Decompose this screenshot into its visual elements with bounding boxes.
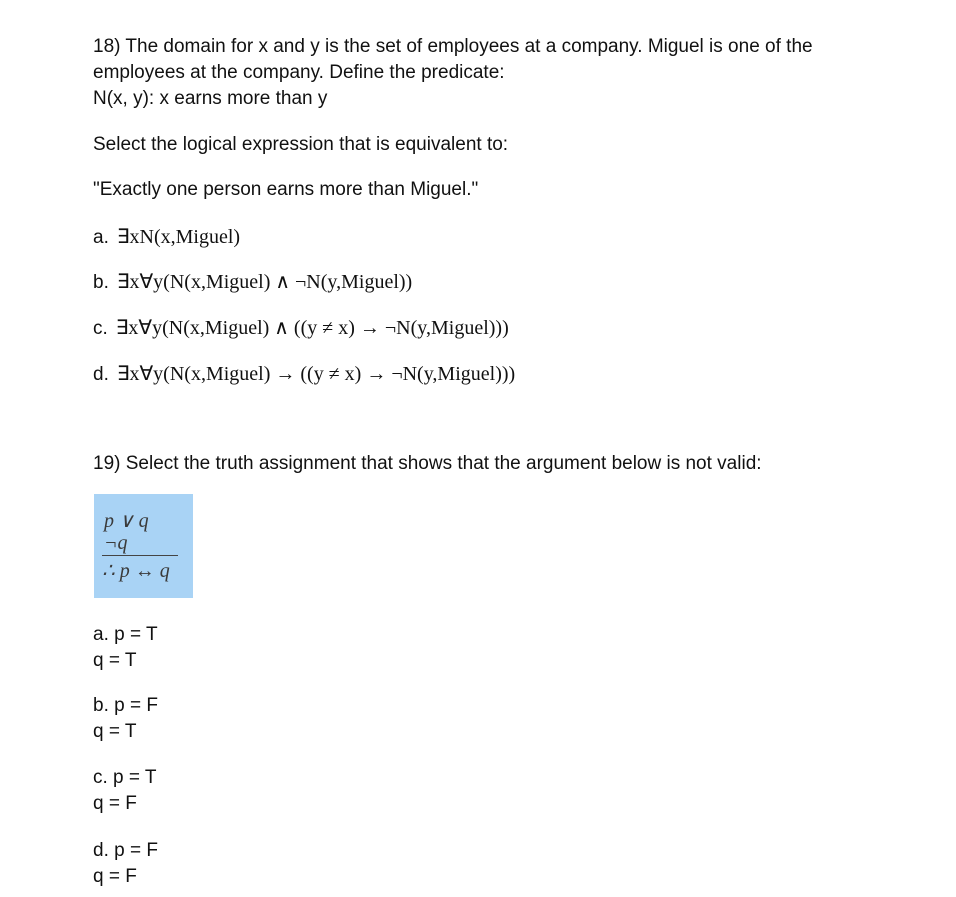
argument-premise-2: ¬q [104, 532, 128, 554]
question-18-text [93, 34, 913, 112]
q18-instruction: Select the logical expression that is equivalent to: [93, 134, 509, 155]
q18-option-a-label: a. [93, 227, 109, 248]
q18-line-1: 18) The domain for x and y is the set of employees at a company. Miguel is one of the [93, 36, 813, 57]
q18-option-d-label: d. [93, 364, 109, 385]
argument-box [94, 494, 193, 598]
q19-answer-b-p: b. p = F [93, 695, 158, 716]
q18-option-b-expr: ∃x∀y(N(x,Miguel) ∧ ¬N(y,Miguel)) [116, 271, 413, 293]
question-19-prompt: 19) Select the truth assignment that shows that the argument below is not valid: [93, 453, 762, 474]
q18-option-d[interactable] [93, 361, 515, 386]
q19-answer-c[interactable] [93, 765, 157, 817]
q18-option-c-expr: ∃x∀y(N(x,Miguel) ∧ ((y ≠ x) → ¬N(y,Miguel))) [115, 317, 509, 339]
argument-divider [102, 555, 178, 556]
q19-answer-b[interactable] [93, 693, 158, 745]
q18-option-d-expr: ∃x∀y(N(x,Miguel) → ((y ≠ x) → ¬N(y,Miguel))) [116, 363, 516, 385]
q19-answer-a-p: a. p = T [93, 624, 158, 645]
q18-option-b[interactable] [93, 269, 412, 294]
q19-answer-d-q: q = F [93, 866, 137, 887]
q18-option-b-label: b. [93, 272, 109, 293]
q18-option-c-label: c. [93, 318, 108, 339]
q18-line-2: employees at the company. Define the predicate: [93, 62, 505, 83]
q18-option-a[interactable] [93, 224, 240, 249]
q19-answer-b-q: q = T [93, 721, 137, 742]
argument-conclusion: ∴ p ↔ q [102, 560, 170, 582]
q18-option-a-expr: ∃xN(x,Miguel) [116, 226, 241, 248]
q19-answer-d-p: d. p = F [93, 840, 158, 861]
q19-answer-a-q: q = T [93, 650, 137, 671]
q19-answer-a[interactable] [93, 622, 158, 674]
q19-answer-c-q: q = F [93, 793, 137, 814]
q18-predicate-definition: N(x, y): x earns more than y [93, 88, 328, 109]
q18-option-c[interactable] [93, 315, 509, 340]
argument-premise-1: p ∨ q [104, 510, 149, 532]
q19-answer-c-p: c. p = T [93, 767, 157, 788]
q19-answer-d[interactable] [93, 838, 158, 890]
q18-statement: "Exactly one person earns more than Miguel." [93, 179, 479, 200]
